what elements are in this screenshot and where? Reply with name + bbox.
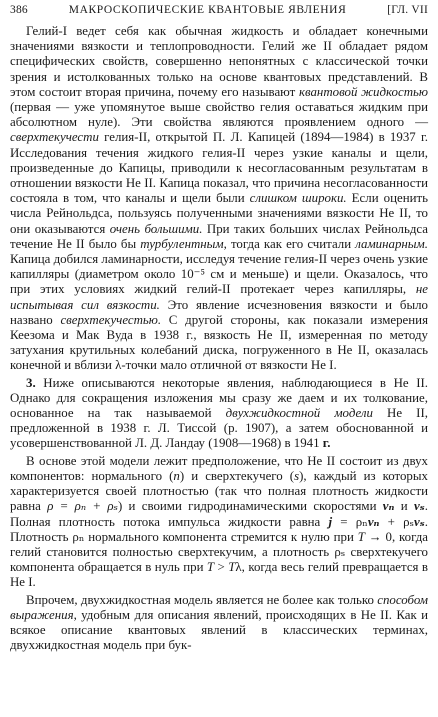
text-segment: турбулентным (140, 236, 224, 251)
text-segment: ), каждый из которых характеризуется своей плотностью (так что полная плотность жидкости равна (10, 468, 428, 514)
text-segment: Впрочем, двухжидкостная модель является не более как только (26, 592, 378, 607)
text-segment: vₛ (413, 514, 425, 529)
text-segment: гелия-II, открытой П. Л. Капицей (1894—1984) в 1937 г. Исследования течения жидкого гелия-II через узкие каналы и щели, произведенные до Капицы, приводили к несогласованным результатам в отношении вязкости He II. Капица показал, что причина несогласованности состояла в том, что каналы и щели были (10, 130, 428, 206)
text-segment: двухжидкостной модели (225, 406, 373, 421)
text-segment: сверхтекучести (10, 130, 99, 145)
text-segment: сверхтекучестью. (60, 312, 162, 327)
text-segment: + ρₛ (379, 514, 414, 529)
text-segment: и (394, 499, 414, 514)
text-segment: vₙ (367, 514, 380, 529)
text-segment: г. (322, 436, 331, 451)
text-segment: . Полная плотность потока импульса жидкости равна (10, 499, 428, 529)
chapter-label: [ГЛ. VII (387, 4, 428, 16)
text-segment: При таких больших числах Рейнольдса течение He II было бы (10, 221, 428, 251)
text-segment: ) и сверхтекучего ( (179, 468, 295, 483)
text-segment: vₙ (382, 499, 395, 514)
text-segment: Капица добился ламинарности, исследуя течение гелия-II через очень узкие капилляры (диаметром около 10⁻⁵ см и меньше) и щели. Оказалось, что при этих условиях жидкий гелий-II протекает через капилляры, (10, 252, 428, 297)
page-number: 386 (10, 4, 28, 16)
running-title: МАКРОСКОПИЧЕСКИЕ КВАНТОВЫЕ ЯВЛЕНИЯ (68, 4, 347, 16)
text-segment: ρ = ρₙ + ρₛ (47, 499, 118, 514)
text-segment: s (294, 468, 300, 483)
text-segment: не испытывая сил вязкости. (10, 282, 428, 312)
text-segment: λ, когда весь гелий превращается в He I. (10, 560, 428, 590)
page-header (6, 4, 432, 16)
text-segment: > (214, 560, 229, 575)
text-segment: слишком широки. (249, 191, 347, 206)
text-segment: Ниже описываются некоторые явления, наблюдающиеся в He II. Однако для сокращения изложения мы сразу же даем и их толкование, основанное на так называемой (10, 375, 428, 421)
text-segment: 3. (26, 375, 36, 390)
paragraph-two-fluid-model (6, 454, 432, 591)
text-segment: Гелий-I ведет себя как обычная жидкость и обладает конечными значениями вязкости и теплопроводности. Гелий же II обладает рядом специфических свойств, совершенно непонятных с классической точки зрения и истолкованных только на основе квантовых представлений. В этом состоит вторая причина, почему его называют (10, 24, 428, 99)
text-segment: очень большими. (109, 221, 203, 236)
text-segment: He II, предложенной в 1938 г. Л. Тиссой (р. 1907), а затем обоснованной и усовершенствованной Л. Д. Ландау (1908—1968) в 1941 (10, 406, 428, 451)
text-segment: , удобным для описания явлений, происходящих в He II. Как и всякое описание квантовых явлений в классических терминах, двухжидкостная модель при бук- (10, 607, 428, 653)
text-segment: Это явление исчезновения вязкости и было названо (10, 297, 428, 327)
text-segment: квантовой жидкостью (298, 84, 428, 99)
text-segment: → 0, когда гелий становится полностью сверхтекучим, а плотность ρₛ сверхтекучего компонента обращается в нуль при (10, 529, 428, 575)
paragraph-model-caveat (6, 593, 432, 654)
text-segment: = ρₙ (332, 514, 368, 529)
text-segment: T (228, 560, 236, 575)
text-segment: (первая — уже упомянутое выше свойство гелия оставаться жидким при абсолютном нуле). Эти свойства являются проявлением одного — (10, 100, 428, 130)
text-segment: способом выражения (10, 592, 428, 622)
text-segment: В основе этой модели лежит предположение, что He II состоит из двух компонентов: нормального ( (10, 453, 428, 483)
text-segment: ) и своими гидродинамическими скоростями (117, 499, 383, 514)
text-segment: vₛ (413, 499, 425, 514)
text-segment: Если оценить числа Рейнольдса, пользуясь полученными значениями вязкости He II, то они оказываются (10, 191, 429, 236)
paragraph-helium-properties (6, 24, 432, 374)
text-segment: n (173, 468, 180, 483)
text-segment: T (357, 529, 365, 544)
text-segment: С другой стороны, как показали измерения Кеезома и Мак Вуда в 1938 г., вязкость He II, измеренная по методу затухания крутильных колебаний диска, погруженного в He II, оказалась конечной и вблизи λ-точки мало отличной от вязкости He I. (10, 312, 428, 373)
paragraph-two-fluid-intro (6, 376, 432, 452)
text-segment: , тогда как его считали (223, 236, 356, 251)
text-segment: ламинарным. (355, 236, 428, 251)
text-segment: j (328, 514, 333, 529)
text-segment: . Плотность ρₙ нормального компонента стремится к нулю при (10, 514, 428, 544)
text-segment: T (206, 560, 215, 575)
